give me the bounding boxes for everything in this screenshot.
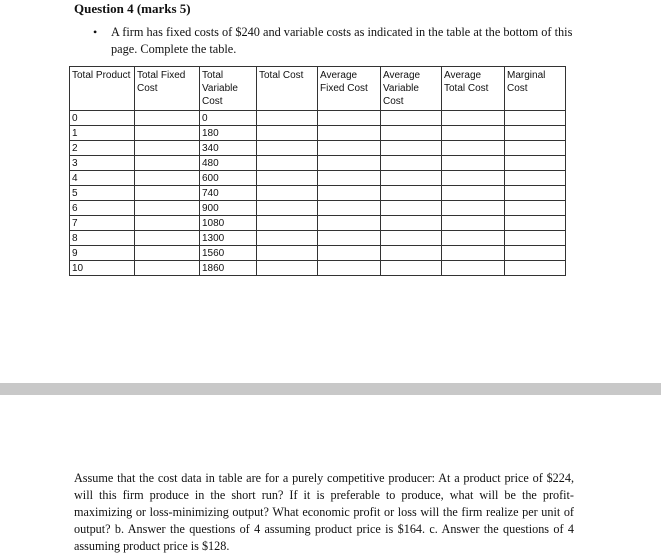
header-marginal-cost: Marginal Cost [505,67,566,111]
table-cell [381,186,442,201]
page-separator [0,383,661,395]
table-cell [381,231,442,246]
table-row [70,111,566,126]
table-cell [442,246,505,261]
table-cell: 3 [70,156,135,171]
header-average-variable-cost: Average Variable Cost [381,67,442,111]
table-cell [505,231,566,246]
table-cell: 8 [70,231,135,246]
table-cell: 7 [70,216,135,231]
table-cell [318,126,381,141]
cost-table [69,66,566,276]
table-row [70,216,566,231]
table-cell [257,171,318,186]
table-cell: 480 [200,156,257,171]
table-cell [505,186,566,201]
table-cell [318,261,381,276]
table-cell [381,111,442,126]
table-cell [257,126,318,141]
table-cell: 740 [200,186,257,201]
table-cell [257,156,318,171]
header-total-cost: Total Cost [257,67,318,111]
table-cell [257,231,318,246]
table-cell: 0 [70,111,135,126]
table-cell: 1560 [200,246,257,261]
table-cell [135,141,200,156]
table-cell [442,141,505,156]
table-cell: 1300 [200,231,257,246]
table-cell [505,201,566,216]
question-intro: A firm has fixed costs of $240 and variable costs as indicated in the table at the bottom of this page. Complete the table. [111,25,573,56]
table-cell [135,231,200,246]
table-body [70,111,566,276]
table-cell [505,171,566,186]
table-cell [381,201,442,216]
table-row [70,186,566,201]
table-cell [442,111,505,126]
header-total-product: Total Product [70,67,135,111]
table-cell: 900 [200,201,257,216]
table-cell: 0 [200,111,257,126]
table-cell: 1080 [200,216,257,231]
document-page-2 [0,395,661,558]
table-cell [257,141,318,156]
table-cell: 1860 [200,261,257,276]
table-cell: 4 [70,171,135,186]
table-cell [135,126,200,141]
table-cell [381,141,442,156]
table-cell [381,171,442,186]
table-row [70,126,566,141]
table-cell [318,141,381,156]
table-row [70,156,566,171]
table-cell [318,186,381,201]
table-cell [135,261,200,276]
table-cell [135,216,200,231]
table-cell [442,126,505,141]
table-cell [381,261,442,276]
table-cell [381,216,442,231]
table-cell [318,246,381,261]
table-cell [505,126,566,141]
table-cell: 180 [200,126,257,141]
table-cell: 6 [70,201,135,216]
header-average-fixed-cost: Average Fixed Cost [318,67,381,111]
table-cell [257,111,318,126]
table-cell [257,186,318,201]
table-cell [257,261,318,276]
table-cell [257,201,318,216]
table-cell [381,156,442,171]
table-cell [505,261,566,276]
table-cell: 10 [70,261,135,276]
question-title: Question 4 (marks 5) [74,1,191,16]
table-cell [318,111,381,126]
header-average-total-cost: Average Total Cost [442,67,505,111]
table-row [70,246,566,261]
followup-question: Assume that the cost data in table are for a purely competitive producer: At a product price of $224, will this firm produce in the short run? If it is preferable to produce, what will be the profit-maximizing or loss-minimizing output? What economic profit or loss will the firm realize per unit of output? b. Answer the questions of 4 assuming product price is $164. c. Answer the questions of 4 assuming product price is $128. [74,471,574,553]
table-cell [442,186,505,201]
table-cell [442,231,505,246]
table-cell [505,216,566,231]
table-cell [257,216,318,231]
table-cell: 340 [200,141,257,156]
table-cell [135,111,200,126]
table-row [70,201,566,216]
table-cell [135,156,200,171]
table-row [70,261,566,276]
table-cell [505,246,566,261]
table-row [70,231,566,246]
table-cell: 2 [70,141,135,156]
table-cell [442,171,505,186]
table-cell [318,231,381,246]
header-total-variable-cost: Total Variable Cost [200,67,257,111]
table-cell [257,246,318,261]
table-cell [505,156,566,171]
table-cell [505,141,566,156]
table-cell: 9 [70,246,135,261]
table-cell [318,201,381,216]
table-header-row [70,67,566,111]
table-cell [442,261,505,276]
table-cell [381,126,442,141]
table-cell [381,246,442,261]
table-cell [318,171,381,186]
table-row [70,171,566,186]
table-cell [135,201,200,216]
table-cell [318,216,381,231]
table-cell: 1 [70,126,135,141]
table-cell [442,216,505,231]
table-cell [135,246,200,261]
table-row [70,141,566,156]
header-total-fixed-cost: Total Fixed Cost [135,67,200,111]
table-cell [135,186,200,201]
bullet-icon: • [93,25,98,39]
table-cell: 5 [70,186,135,201]
table-cell [442,156,505,171]
table-cell [442,201,505,216]
table-cell [505,111,566,126]
table-cell [318,156,381,171]
table-cell [135,171,200,186]
table-cell: 600 [200,171,257,186]
